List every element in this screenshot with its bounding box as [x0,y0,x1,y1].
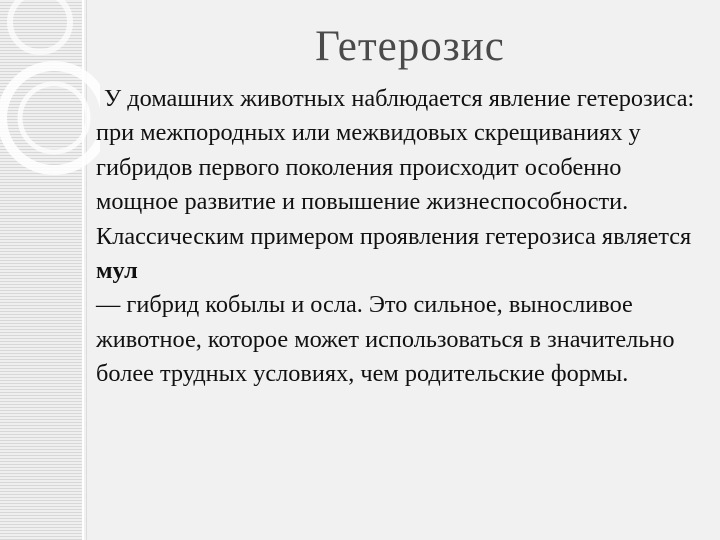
slide-title: Гетерозис [315,23,505,70]
body-paragraph [96,82,696,392]
slide-body-text [96,82,696,392]
body-text-part-2: — гибрид кобылы и осла. Это сильное, выносливое животное, которое может использоваться в значительно более трудных условиях, чем родительские формы. [96,291,675,388]
decorative-circles-icon [0,0,100,220]
body-text-part-1: У домашних животных наблюдается явление гетерозиса: при межпородных или межвидовых скрещиваниях у гибридов первого поколения происходит особенно мощное развитие и повышение жизнеспособности. Классическим примером проявления гетерозиса является [96,85,695,250]
body-text-bold-term: мул [96,257,138,285]
